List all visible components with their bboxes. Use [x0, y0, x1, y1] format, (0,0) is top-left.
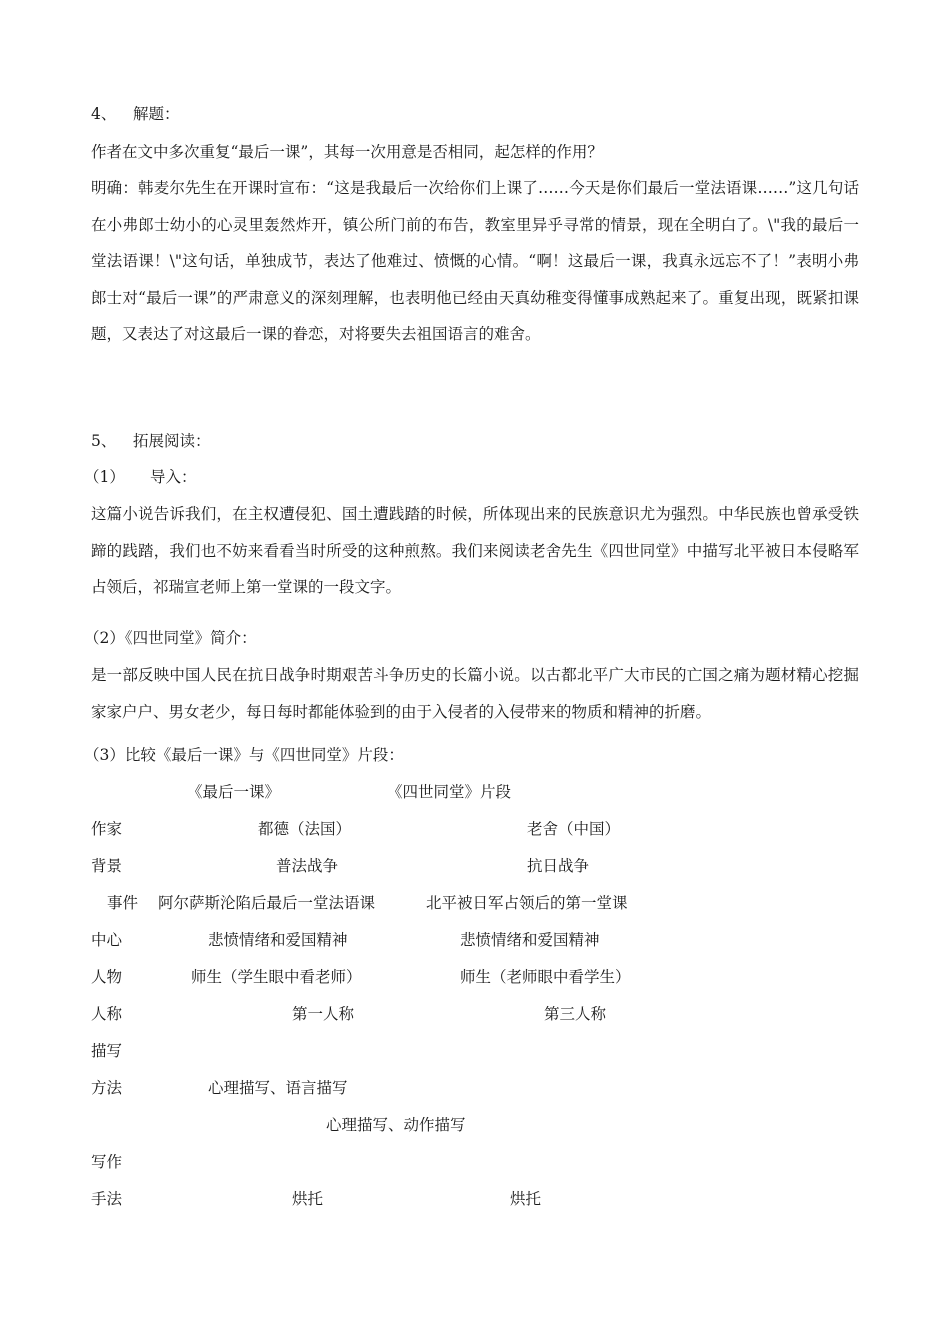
subsection-1-label: （1） [84, 468, 125, 486]
compare-row-label: 作家 [91, 820, 123, 838]
compare-row-label: 人物 [91, 968, 123, 986]
subsection-2-heading: （2）《四世同堂》简介： [84, 629, 257, 647]
subsection-1-heading [84, 467, 197, 487]
compare-row-a: 都德（法国） [258, 820, 352, 838]
section-4-question: 作者在文中多次重复“最后一课”，其每一次用意是否相同，起怎样的作用？ [91, 143, 603, 161]
compare-row-b: 抗日战争 [527, 857, 590, 875]
compare-row-label: 背景 [91, 857, 123, 875]
compare-tech-b: 烘托 [510, 1190, 542, 1208]
compare-row-a: 阿尔萨斯沦陷后最后一堂法语课 [158, 894, 376, 912]
compare-method-label-1: 描写 [91, 1042, 123, 1060]
section-4-number: 4、 [91, 105, 117, 123]
compare-row-b: 师生（老师眼中看学生） [460, 968, 631, 986]
subsection-3-heading: （3）比较《最后一课》与《四世同堂》片段： [84, 746, 404, 764]
compare-row-a: 师生（学生眼中看老师） [191, 968, 362, 986]
compare-row-b: 第三人称 [544, 1005, 607, 1023]
section-5-title: 拓展阅读： [133, 432, 211, 450]
section-4-title: 解题： [133, 105, 180, 123]
compare-tech-a: 烘托 [292, 1190, 324, 1208]
compare-row-b: 北平被日军占领后的第一堂课 [426, 894, 628, 912]
compare-tech-label-2: 手法 [91, 1190, 123, 1208]
compare-row-a: 第一人称 [292, 1005, 355, 1023]
compare-row-label: 中心 [91, 931, 123, 949]
compare-row-a: 普法战争 [276, 857, 339, 875]
compare-method-b: 心理描写、动作描写 [326, 1116, 466, 1134]
compare-head-b: 《四世同堂》片段 [387, 783, 512, 801]
compare-row-b: 悲愤情绪和爱国精神 [460, 931, 600, 949]
compare-head-a: 《最后一课》 [187, 783, 281, 801]
subsection-2-text: 是一部反映中国人民在抗日战争时期艰苦斗争历史的长篇小说。以古都北平广大市民的亡国之痛为题材精心挖掘家家户户、男女老少，每日每时都能体验到的由于入侵者的入侵带来的物质和精神的折磨。 [91, 666, 859, 721]
section-4-heading [91, 104, 180, 124]
compare-method-label-2: 方法 [91, 1079, 123, 1097]
compare-row-a: 悲愤情绪和爱国精神 [208, 931, 348, 949]
compare-tech-label-1: 写作 [91, 1153, 123, 1171]
compare-row-b: 老舍（中国） [527, 820, 621, 838]
compare-row-label: 人称 [91, 1005, 123, 1023]
compare-row-label: 事件 [107, 894, 139, 912]
subsection-1-text: 这篇小说告诉我们，在主权遭侵犯、国土遭践踏的时候，所体现出来的民族意识尤为强烈。中华民族也曾承受铁蹄的践踏，我们也不妨来看看当时所受的这种煎熬。我们来阅读老舍先生《四世同堂》中描写北平被日本侵略军占领后，祁瑞宣老师上第一堂课的一段文字。 [91, 505, 859, 596]
subsection-1-title: 导入： [150, 468, 197, 486]
section-5-number: 5、 [91, 432, 117, 450]
section-5-heading [91, 431, 211, 451]
section-4-answer: 明确：韩麦尔先生在开课时宣布：“这是我最后一次给你们上课了……今天是你们最后一堂法语课……”这几句话在小弗郎士幼小的心灵里轰然炸开，镇公所门前的布告，教室里异乎寻常的情景，现在全明白了。\"我的最后一堂法语课！\"这句话，单独成节，表达了他难过、愤慨的心情。“啊！这最后一课，我真永远忘不了！”表明小弗郎士对“最后一课”的严肃意义的深刻理解，也表明他已经由天真幼稚变得懂事成熟起来了。重复出现，既紧扣课题，又表达了对这最后一课的眷恋，对将要失去祖国语言的难舍。 [91, 179, 859, 343]
compare-method-a: 心理描写、语言描写 [208, 1079, 348, 1097]
